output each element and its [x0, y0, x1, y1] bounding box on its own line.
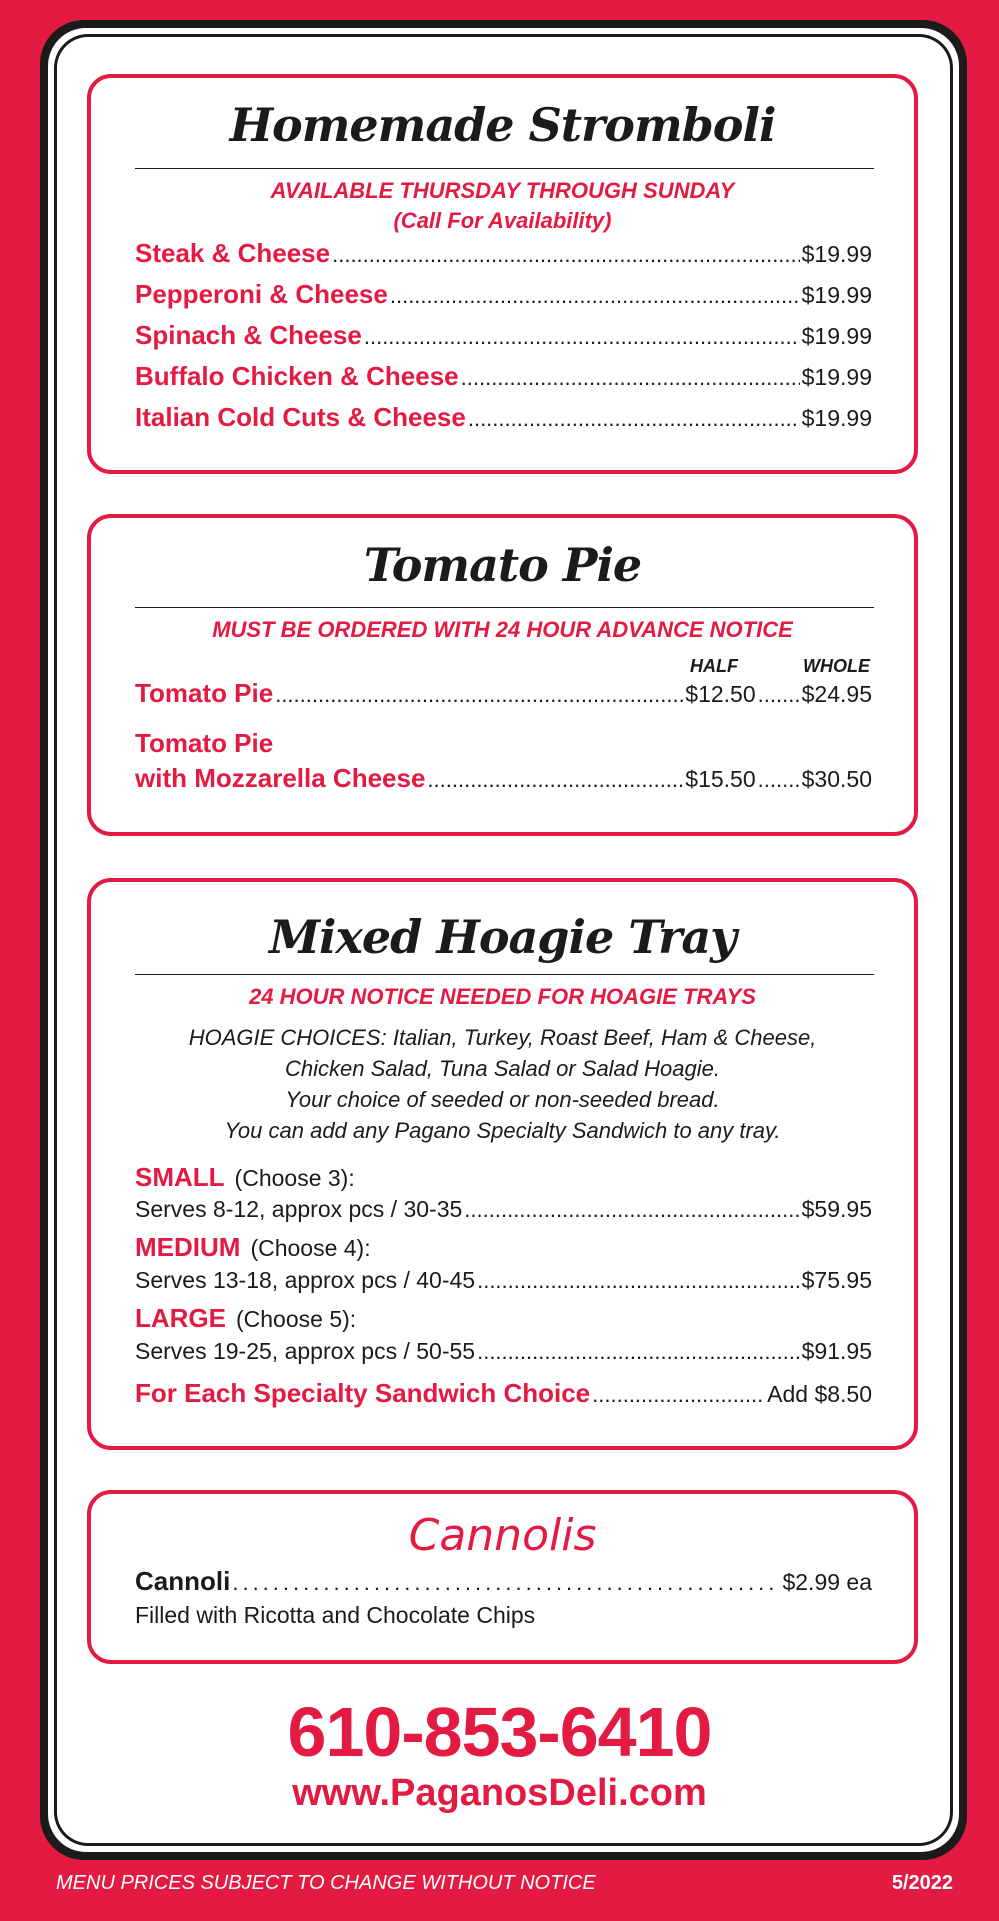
half-price: $15.50 [685, 766, 756, 792]
cannolis-title: Cannolis [408, 1510, 597, 1561]
leader-dots [461, 365, 800, 391]
leader-dots [758, 767, 800, 793]
tomato-pie-panel [87, 514, 918, 836]
hoagie-title: Mixed Hoagie Tray [269, 910, 736, 964]
item-price: $2.99 ea [782, 1569, 872, 1595]
title-rule [135, 607, 874, 608]
item-price: $75.95 [801, 1267, 872, 1293]
item-name: Pepperoni & Cheese [135, 279, 388, 309]
menu-item [135, 320, 872, 351]
size-serves: Serves 19-25, approx pcs / 50-55 [135, 1338, 476, 1364]
footer-date: 5/2022 [891, 1872, 953, 1894]
item-name: Tomato Pie [135, 728, 274, 758]
size-choose: (Choose 4): [250, 1235, 371, 1261]
website-link[interactable]: www.PaganosDeli.com [292, 1772, 707, 1814]
hoagie-notice: 24 HOUR NOTICE NEEDED FOR HOAGIE TRAYS [249, 984, 756, 1009]
item-price: $91.95 [801, 1338, 872, 1364]
leader-dots [758, 682, 800, 708]
leader-dots [232, 1570, 780, 1596]
size-header [135, 1303, 872, 1334]
menu-item [135, 678, 872, 709]
menu-item [135, 238, 872, 269]
menu-item [135, 763, 872, 794]
menu-item [135, 402, 872, 433]
col-half-header: HALF [690, 656, 738, 676]
size-serves: Serves 8-12, approx pcs / 30-35 [135, 1196, 463, 1222]
title-rule [135, 168, 874, 169]
stromboli-notice-sub: (Call For Availability) [393, 208, 612, 233]
size-choose: (Choose 5): [236, 1306, 357, 1332]
size-choose: (Choose 3): [234, 1165, 355, 1191]
cannolis-panel [87, 1490, 918, 1664]
size-name: SMALL [135, 1162, 225, 1192]
item-name: Spinach & Cheese [135, 320, 362, 350]
half-price: $12.50 [685, 681, 756, 707]
stromboli-title: Homemade Stromboli [229, 98, 776, 152]
whole-price: $24.95 [801, 681, 872, 707]
menu-item [135, 279, 872, 310]
whole-price: $30.50 [801, 766, 872, 792]
item-description: Filled with Ricotta and Chocolate Chips [135, 1602, 536, 1628]
leader-dots [464, 1197, 799, 1223]
hoagie-tray-panel [87, 878, 918, 1450]
size-name: LARGE [135, 1303, 226, 1333]
leader-dots [427, 767, 683, 793]
menu-item [135, 361, 872, 392]
phone-number[interactable]: 610-853-6410 [287, 1693, 712, 1771]
size-header [135, 1232, 872, 1263]
menu-item [135, 1338, 872, 1365]
tomato-pie-notice: MUST BE ORDERED WITH 24 HOUR ADVANCE NOTICE [212, 617, 793, 642]
size-serves: Serves 13-18, approx pcs / 40-45 [135, 1267, 476, 1293]
item-price: $19.99 [801, 323, 872, 349]
menu-item [135, 1566, 872, 1597]
stromboli-panel [87, 74, 918, 474]
item-name: For Each Specialty Sandwich Choice [135, 1378, 591, 1408]
menu-item [135, 1267, 872, 1294]
leader-dots [477, 1339, 800, 1365]
leader-dots [275, 682, 683, 708]
col-whole-header: WHOLE [803, 656, 870, 676]
item-name: with Mozzarella Cheese [135, 763, 426, 793]
leader-dots [592, 1382, 765, 1408]
size-header [135, 1162, 872, 1193]
item-price: $19.99 [801, 364, 872, 390]
item-name: Cannoli [135, 1566, 231, 1596]
item-price: $19.99 [801, 241, 872, 267]
item-name: Buffalo Chicken & Cheese [135, 361, 459, 391]
item-price: $19.99 [801, 405, 872, 431]
hoagie-choices-line: Chicken Salad, Tuna Salad or Salad Hoagie. [285, 1056, 720, 1081]
item-name: Tomato Pie [135, 678, 274, 708]
menu-item [135, 1196, 872, 1223]
footer-disclaimer: MENU PRICES SUBJECT TO CHANGE WITHOUT NOTICE [56, 1872, 596, 1894]
stromboli-notice: AVAILABLE THURSDAY THROUGH SUNDAY [270, 178, 735, 203]
bread-choice-line: Your choice of seeded or non-seeded bread. [285, 1087, 720, 1112]
size-name: MEDIUM [135, 1232, 241, 1262]
tomato-pie-title: Tomato Pie [363, 538, 642, 592]
leader-dots [390, 283, 800, 309]
item-price: $59.95 [801, 1196, 872, 1222]
menu-item-name-line [135, 728, 872, 759]
leader-dots [468, 406, 800, 432]
item-name: Italian Cold Cuts & Cheese [135, 402, 466, 432]
leader-dots [332, 242, 800, 268]
specialty-line: You can add any Pagano Specialty Sandwich to any tray. [224, 1118, 781, 1143]
leader-dots [477, 1268, 800, 1294]
hoagie-choices-line: HOAGIE CHOICES: Italian, Turkey, Roast Beef, Ham & Cheese, [188, 1025, 817, 1050]
item-name: Steak & Cheese [135, 238, 331, 268]
item-price: $19.99 [801, 282, 872, 308]
menu-item [135, 1378, 872, 1409]
title-rule [135, 974, 874, 975]
leader-dots [364, 324, 800, 350]
item-price: Add $8.50 [767, 1381, 872, 1407]
